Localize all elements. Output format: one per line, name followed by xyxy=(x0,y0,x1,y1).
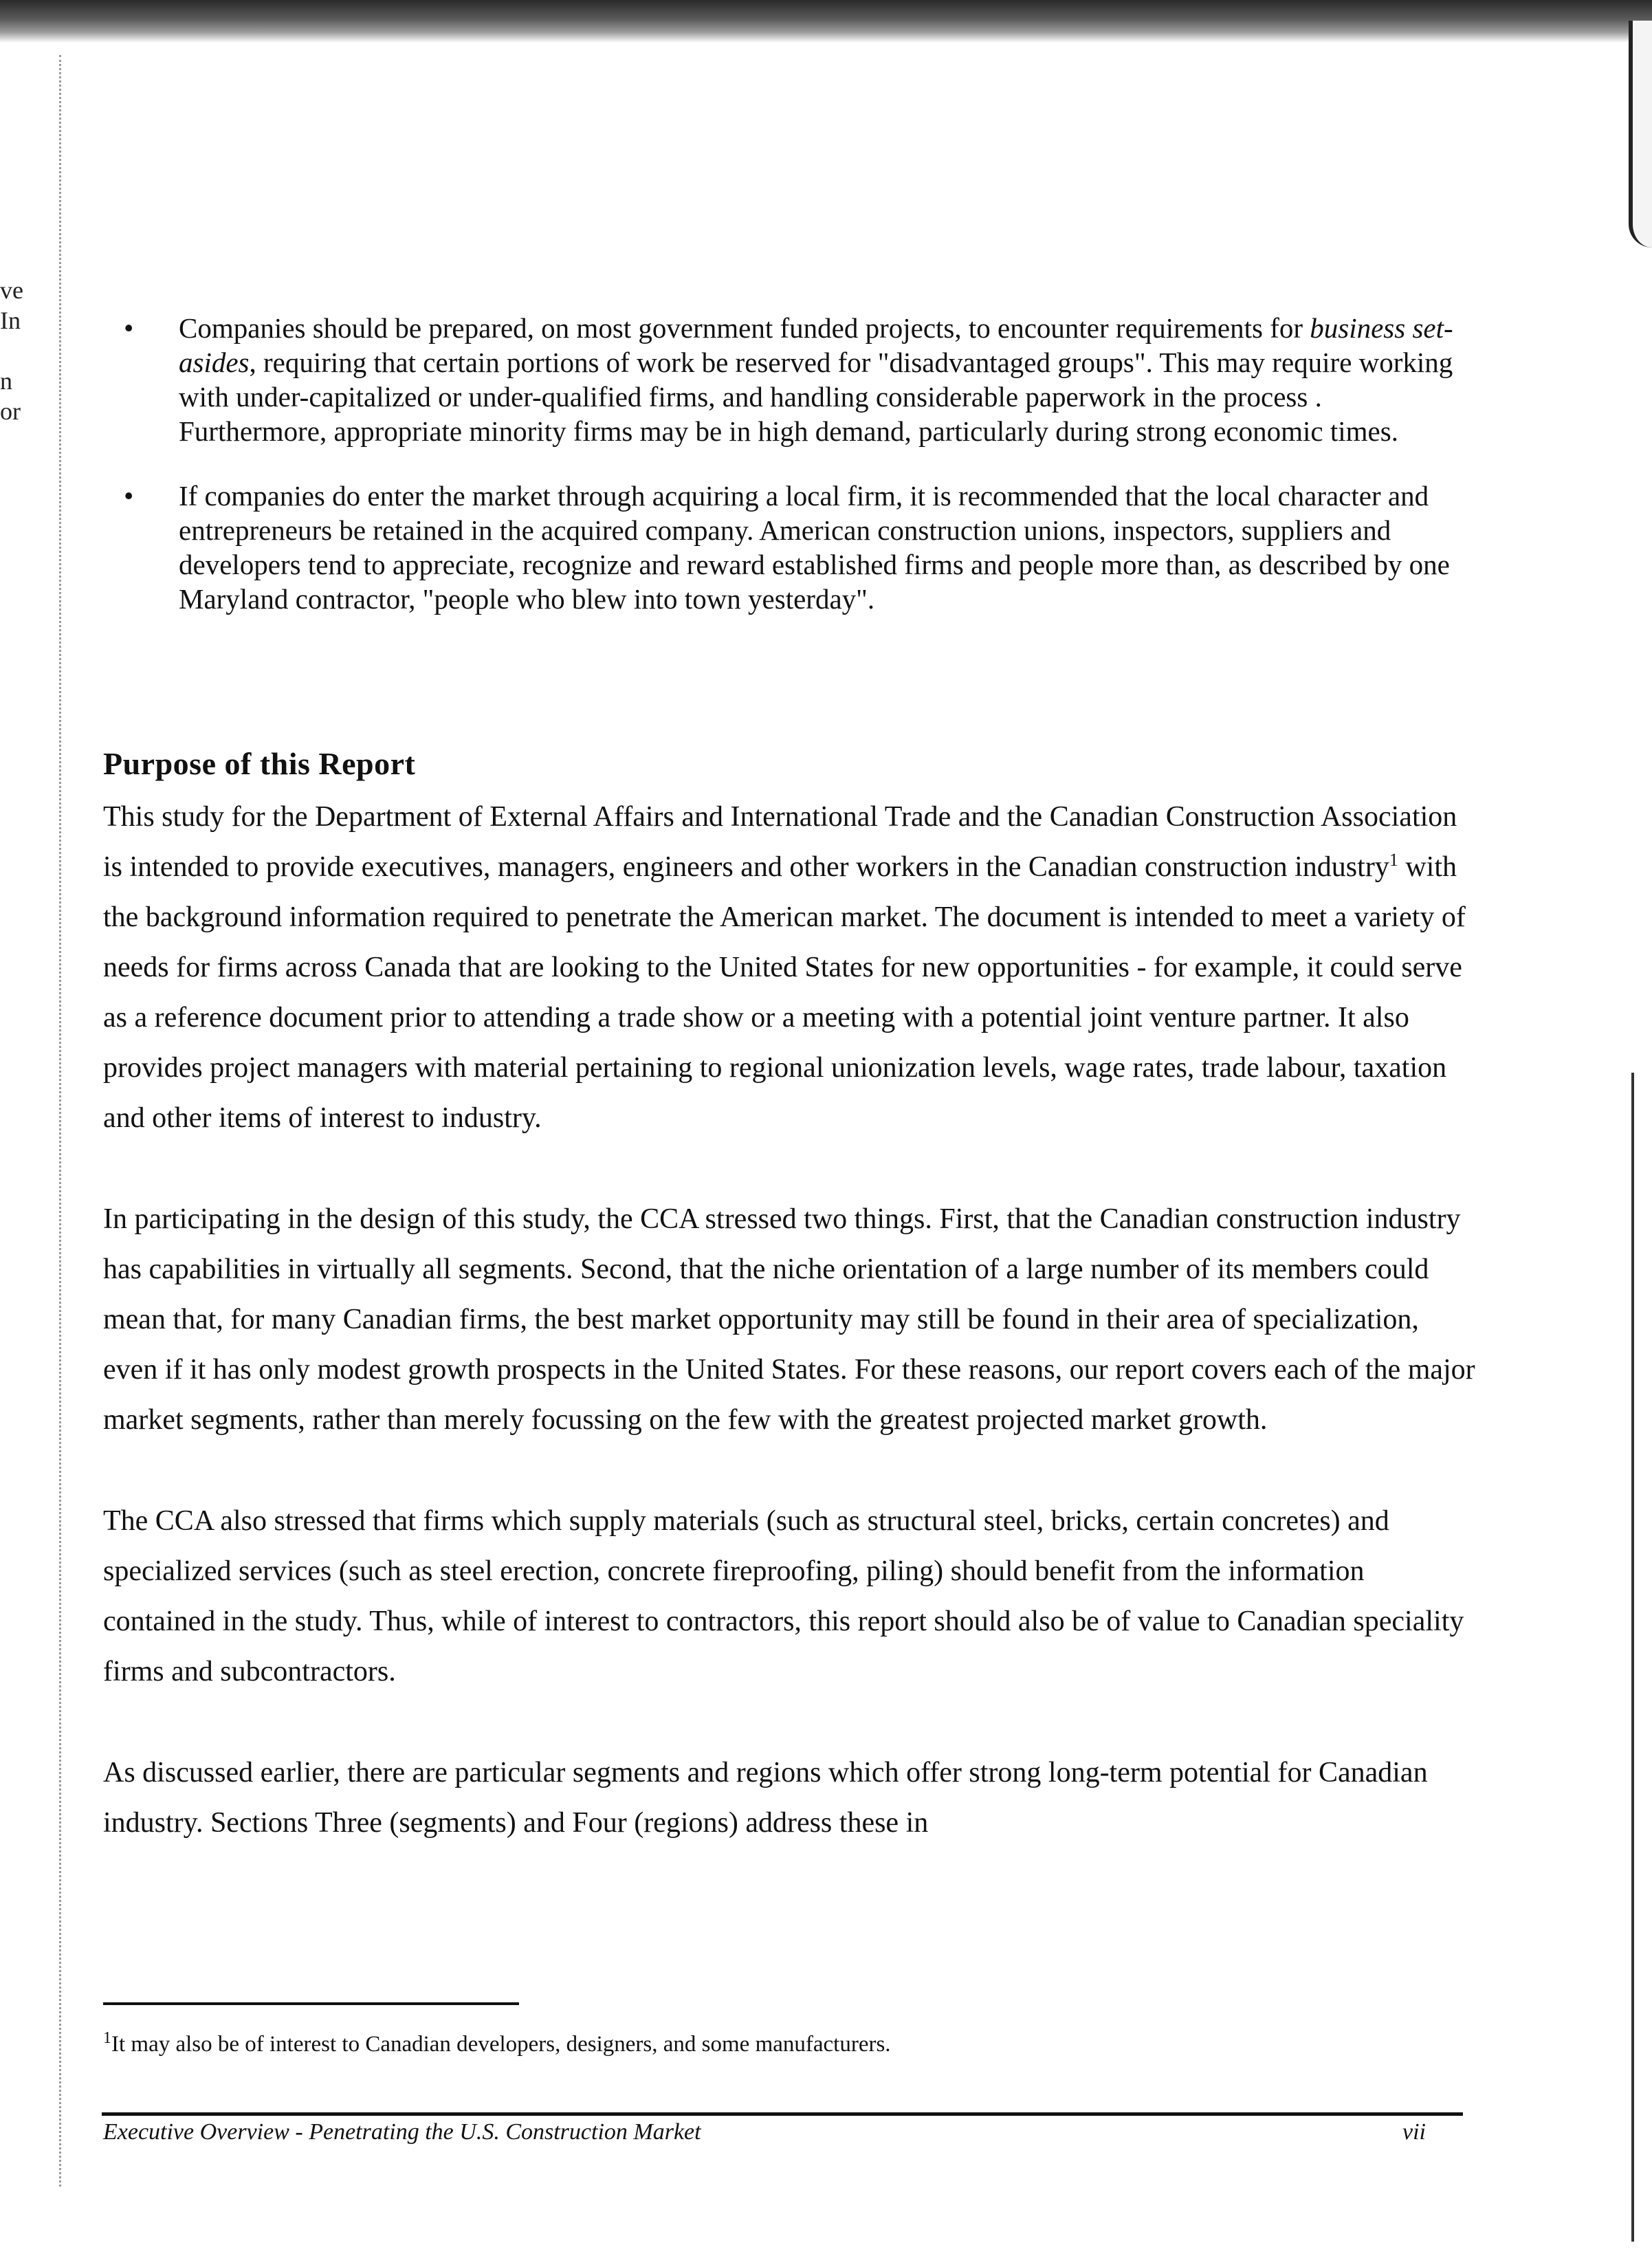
running-footer-title: Executive Overview - Penetrating the U.S. Construction Market xyxy=(103,2119,701,2145)
bullet-dot-icon: • xyxy=(124,312,134,344)
margin-fragment: ve xyxy=(0,276,23,304)
margin-fragment: or xyxy=(0,397,21,425)
section-heading: Purpose of this Report xyxy=(103,746,416,781)
scan-right-edge xyxy=(1631,1073,1640,2242)
paragraph xyxy=(103,792,1478,1144)
bullet-item xyxy=(103,311,1464,448)
footnote-divider xyxy=(103,2002,519,2005)
bullet-list xyxy=(103,311,1464,646)
margin-fragments xyxy=(0,275,27,426)
margin-fragment xyxy=(0,336,27,366)
scan-binding-marks xyxy=(59,55,64,2187)
paragraph: In participating in the design of this study, the CCA stressed two things. First, that the Canadian construction industry has capabilities in virtually all segments. Second, that the niche orientation of a large number of its members could mean that, for many Canadian firms, the best market opportunity may still be found in their area of specialization, even if it has only modest growth prospects in the United States. For these reasons, our report covers each of the major market segments, rather than merely focussing on the few with the greatest projected market growth. xyxy=(103,1203,1475,1436)
bullet-emphasis: business set-asides xyxy=(179,312,1453,378)
paragraph-text: with the background information required to penetrate the American market. The document is intended to meet a variety of needs for firms across Canada that are looking to the United States for new opportunities - for example, it could serve as a reference document prior to attending a trade show or a meeting with a potential joint venture partner. It also provides project managers with material pertaining to regional unionization levels, wage rates, trade labour, taxation and other items of interest to industry. xyxy=(103,851,1466,1134)
paragraph: As discussed earlier, there are particular segments and regions which offer strong long-term potential for Canadian industry. Sections Three (segments) and Four (regions) address these in xyxy=(103,1757,1428,1839)
paragraph: The CCA also stressed that firms which supply materials (such as structural steel, bricks, certain concretes) and specialized services (such as steel erection, concrete fireproofing, piling) should benefit from the information contained in the study. Thus, while of interest to contractors, this report should also be of value to Canadian speciality firms and subcontractors. xyxy=(103,1505,1464,1687)
body-text xyxy=(103,792,1478,1899)
bullet-text: , requiring that certain portions of work be reserved for "disadvantaged groups". This may require working with under-capitalized or under-qualified firms, and handling considerable paperwork in the process . Furthermore, appropriate minority firms may be in high demand, particularly during strong economic times. xyxy=(179,347,1453,447)
bullet-text: Companies should be prepared, on most government funded projects, to encounter requirements for xyxy=(179,312,1310,344)
bullet-item xyxy=(103,479,1464,616)
margin-fragment: In xyxy=(0,307,21,334)
bullet-dot-icon: • xyxy=(124,480,134,512)
footnote-text: It may also be of interest to Canadian developers, designers, and some manufacturers. xyxy=(111,2032,891,2057)
scan-page-curl xyxy=(1629,21,1652,248)
bullet-text: If companies do enter the market through acquiring a local firm, it is recommended that the local character and entrepreneurs be retained in the acquired company. American construction unions, inspectors, suppliers and developers tend to appreciate, recognize and reward established firms and people more than, as described by one Maryland contractor, "people who blew into town yesterday". xyxy=(179,480,1450,615)
footnote-marker: 1 xyxy=(1389,850,1398,870)
footer-divider xyxy=(102,2112,1463,2116)
scan-top-edge xyxy=(0,0,1652,43)
footnote-number: 1 xyxy=(103,2029,111,2047)
margin-fragment: n xyxy=(0,367,12,395)
paragraph-text: This study for the Department of External Affairs and International Trade and the Canadian Construction Association is intended to provide executives, managers, engineers and other workers in the Canadian construction industry xyxy=(103,801,1457,883)
footnote xyxy=(103,2023,1409,2059)
page-number: vii xyxy=(1402,2119,1426,2145)
